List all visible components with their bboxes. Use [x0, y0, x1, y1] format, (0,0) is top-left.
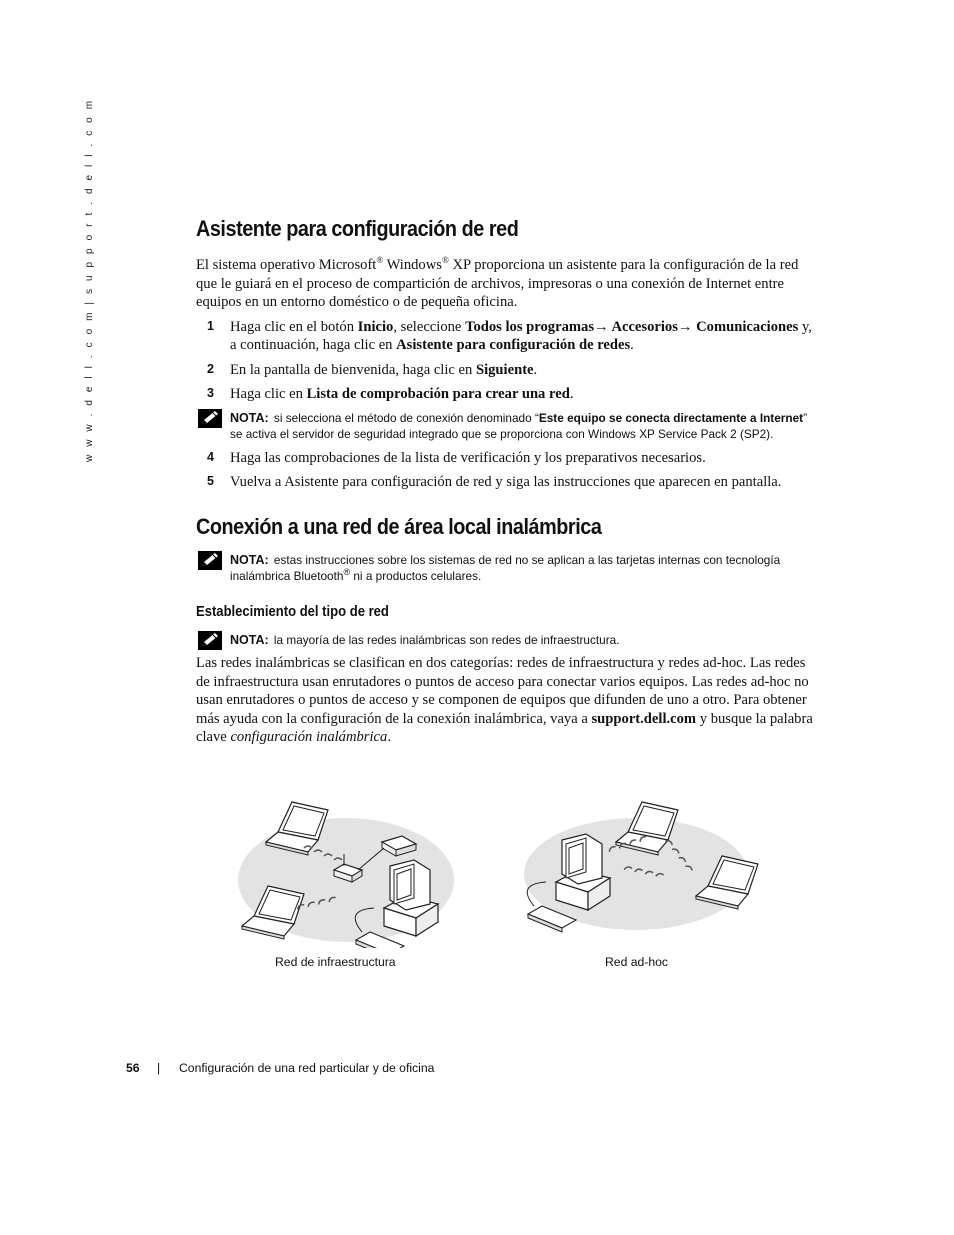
- footer-chapter-title: Configuración de una red particular y de oficina: [179, 1061, 435, 1075]
- step-text: [230, 361, 816, 380]
- step-bold-part: Siguiente: [475, 361, 534, 378]
- caption-infrastructure: Red de infraestructura: [275, 955, 396, 969]
- step-text: Haga las comprobaciones de la lista de verificación y los preparativos necesarios.: [230, 449, 706, 466]
- step-2: [196, 361, 816, 380]
- intro-text-c: XP proporciona un asistente para la configuración de la red que le guiará en el proceso de compartición de archivos, impresoras o una conexión de Internet entre equipos en un entorno doméstico o de pequeña oficina.: [196, 257, 799, 310]
- note-text: estas instrucciones sobre los sistemas de red no se aplican a las tarjetas internas con tecnología inalámbrica Bluetooth: [230, 552, 781, 583]
- step-text-part: Haga clic en el botón: [230, 318, 358, 335]
- intro-paragraph: [196, 256, 816, 312]
- note-label: NOTA:: [230, 552, 269, 567]
- intro-text-a: El sistema operativo Microsoft: [196, 257, 377, 273]
- caption-adhoc: Red ad-hoc: [605, 955, 669, 969]
- note-label: NOTA:: [230, 632, 269, 647]
- step-bold-part: Lista de comprobación para crear una red: [306, 386, 570, 402]
- page-content: [196, 216, 816, 747]
- keyword-text: configuración inalámbrica: [230, 729, 388, 745]
- note-firewall: [196, 410, 816, 443]
- step-number: 4: [207, 449, 214, 464]
- support-link-text: support.dell.com: [591, 710, 697, 727]
- step-text-part: .: [569, 386, 574, 402]
- section-title-network-wizard: Asistente para configuración de red: [196, 216, 519, 241]
- step-3: [196, 385, 816, 404]
- pencil-note-icon: [198, 409, 222, 428]
- note-label: NOTA:: [230, 410, 269, 425]
- subsection-title: Establecimiento del tipo de red: [196, 603, 389, 620]
- registered-mark: ®: [441, 255, 449, 266]
- step-1: [196, 318, 816, 355]
- step-bold-part: Asistente para configuración de redes: [396, 337, 631, 353]
- step-number: 1: [207, 318, 214, 333]
- section-title-wireless: Conexión a una red de área local inalámbrica: [196, 513, 602, 539]
- note-bluetooth: [196, 552, 816, 585]
- adhoc-network-illustration: [524, 802, 758, 932]
- note-text: la mayoría de las redes inalámbricas son redes de infraestructura.: [270, 632, 620, 647]
- wireless-types-paragraph: [196, 654, 816, 747]
- pencil-note-icon: [198, 551, 222, 570]
- step-bold-part: Inicio: [357, 318, 394, 335]
- side-url: [84, 98, 98, 462]
- step-text-part: , seleccione: [393, 318, 466, 335]
- intro-text-b: Windows: [383, 257, 442, 273]
- step-text: [230, 385, 816, 404]
- step-number: 2: [207, 361, 214, 376]
- step-5: [196, 473, 816, 492]
- step-text-part: .: [533, 361, 538, 378]
- note-infrastructure: [196, 632, 816, 649]
- step-text: [230, 318, 816, 355]
- network-diagram: [234, 798, 774, 948]
- note-text: si selecciona el método de conexión denominado “: [270, 410, 539, 425]
- note-text: ni a productos celulares.: [350, 569, 482, 583]
- registered-mark: ®: [343, 567, 351, 578]
- step-text-part: y, a continuación, haga clic en: [230, 318, 812, 353]
- side-url-text: w w w . d e l l . c o m | s u p p o r t . d e l l . c o m: [84, 98, 95, 462]
- pencil-note-icon: [198, 631, 222, 650]
- note-text: ” se activa el servidor de seguridad integrado que se proporciona con Windows XP Service Pack 2 (SP2).: [230, 410, 808, 441]
- step-bold-part: Todos los programas→ Accesorios→ Comunicaciones: [465, 318, 799, 335]
- step-text-part: .: [630, 337, 634, 353]
- note-bold-text: Este equipo se conecta directamente a Internet: [538, 410, 804, 425]
- step-4: [196, 449, 816, 468]
- paragraph-text: .: [387, 729, 391, 745]
- step-number: 5: [207, 474, 214, 488]
- step-text-part: Haga clic en: [230, 386, 307, 402]
- paragraph-text: Las redes inalámbricas se clasifican en dos categorías: redes de infraestructura y redes ad-hoc. Las redes de infraestructura usan enrutadores o puntos de acceso para conectar varios equipos. Las redes ad-hoc no usan enrutadores o puntos de acceso y se componen de equipos que difunden de uno a otro. Para obtener más ayuda con la configuración de la conexión inalámbrica, vaya a: [196, 655, 809, 727]
- step-number: 3: [207, 386, 214, 400]
- page-number: 56: [126, 1061, 140, 1075]
- registered-mark: ®: [376, 255, 384, 266]
- paragraph-text: y busque la palabra clave: [196, 710, 813, 745]
- infrastructure-network-illustration: [238, 802, 454, 948]
- step-text: Vuelva a Asistente para configuración de red y siga las instrucciones que aparecen en pantalla.: [230, 474, 782, 490]
- step-text-part: En la pantalla de bienvenida, haga clic en: [230, 361, 476, 378]
- footer-separator: |: [157, 1061, 161, 1075]
